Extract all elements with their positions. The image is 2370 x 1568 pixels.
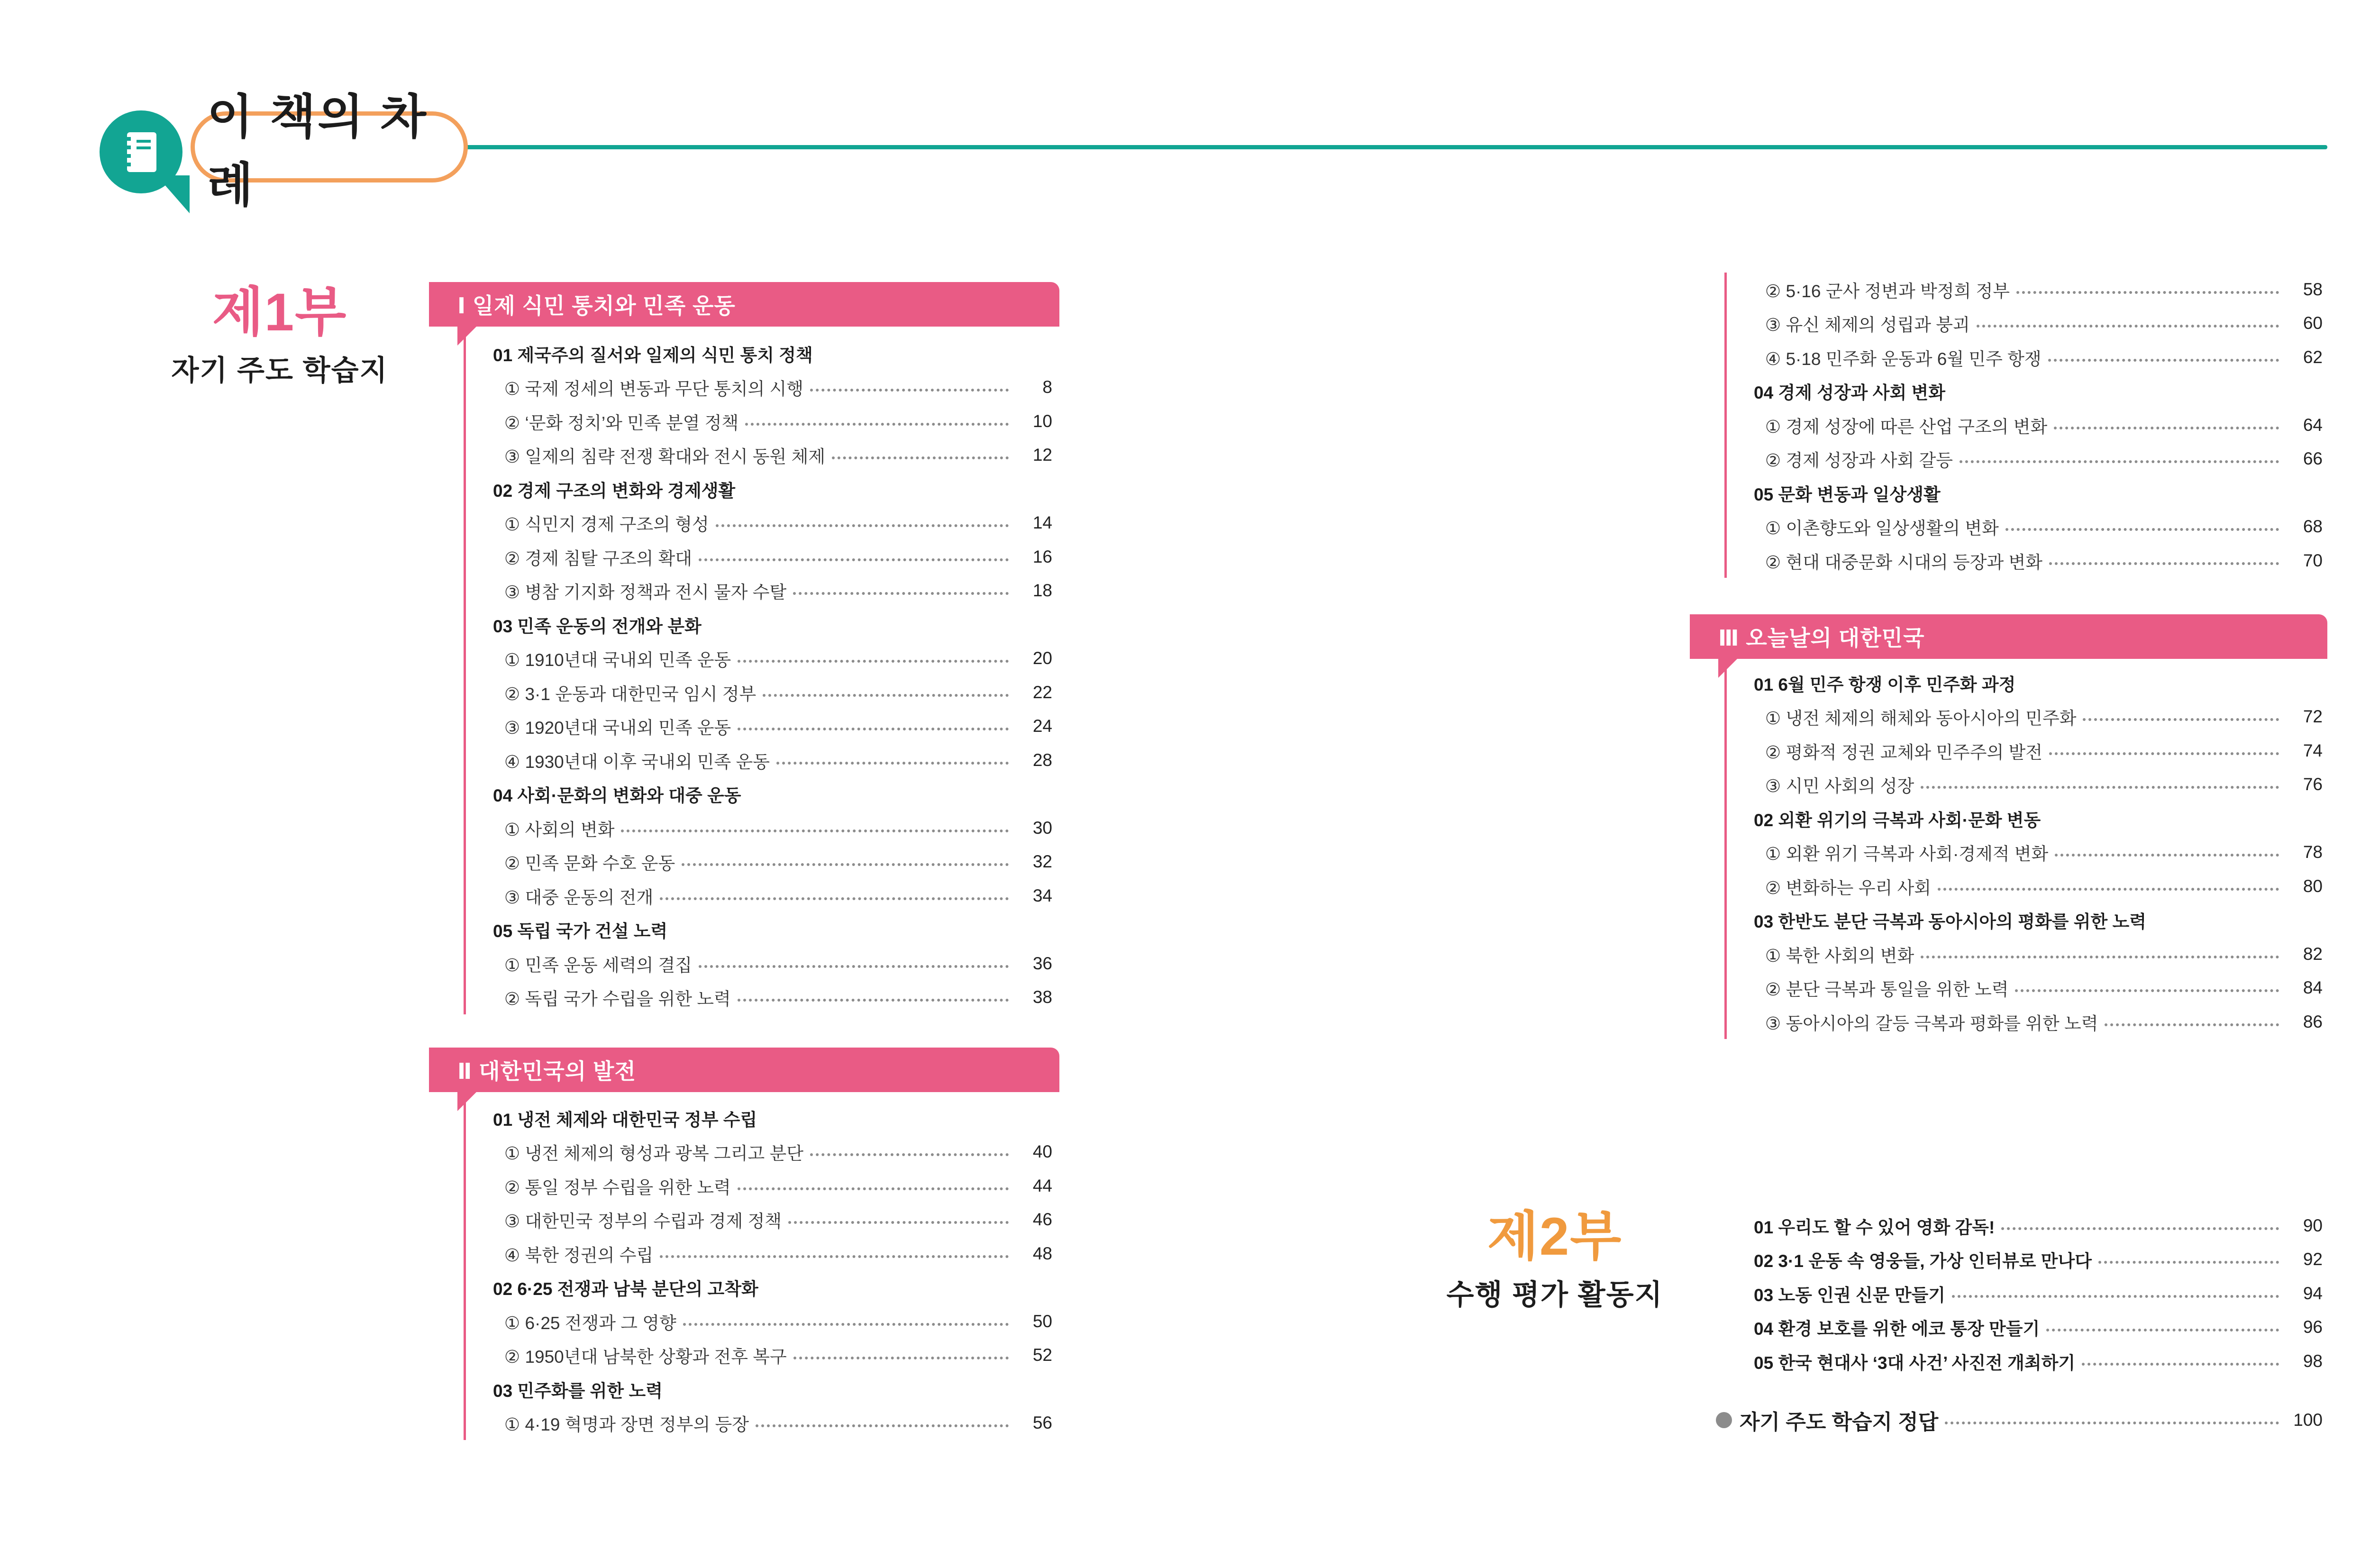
- leader-dots: [793, 590, 1009, 595]
- page-number: 96: [2303, 1317, 2323, 1337]
- toc-entry-row[interactable]: [1754, 544, 2323, 578]
- toc-entry-row[interactable]: [1754, 510, 2323, 544]
- toc-label: 04 환경 보호를 위한 에코 통장 만들기: [1754, 1319, 2040, 1339]
- leader-dots: [699, 556, 1009, 561]
- toc-entry-row[interactable]: [1754, 971, 2323, 1005]
- leader-dots: [793, 1355, 1009, 1359]
- toc-label: ④ 북한 정권의 수립: [504, 1245, 654, 1265]
- toc-heading-row[interactable]: [493, 777, 1052, 811]
- leader-dots: [738, 726, 1009, 730]
- leader-dots: [2048, 357, 2279, 362]
- leader-dots: [745, 421, 1009, 426]
- toc-heading-row[interactable]: [493, 913, 1052, 947]
- page-number: 38: [1032, 987, 1052, 1007]
- toc-heading-row[interactable]: [493, 337, 1052, 371]
- page-number: 86: [2303, 1012, 2323, 1031]
- toc-label: ① 식민지 경제 구조의 형성: [504, 515, 709, 535]
- leader-dots: [738, 658, 1009, 663]
- page-number: 52: [1032, 1345, 1052, 1365]
- toc-label: ① 민족 운동 세력의 결집: [504, 955, 692, 975]
- toc-label: 05 문화 변동과 일상생활: [1754, 484, 1941, 504]
- toc-entry-row[interactable]: [493, 981, 1052, 1015]
- toc-part2-list: [1754, 1209, 2323, 1378]
- leader-dots: [1977, 323, 2279, 328]
- toc-label: 01 6월 민주 항쟁 이후 민주화 과정: [1754, 675, 2016, 694]
- leader-dots: [660, 1253, 1009, 1258]
- page-number: 36: [1032, 953, 1052, 973]
- toc-entry-row[interactable]: [1754, 1005, 2323, 1039]
- toc-entry-row[interactable]: [493, 438, 1052, 473]
- page-number: 32: [1032, 852, 1052, 872]
- page-number: 70: [2303, 550, 2323, 570]
- toc-entry-row[interactable]: [493, 845, 1052, 879]
- page-number: 46: [1032, 1210, 1052, 1230]
- toc-label: ② 변화하는 우리 사회: [1765, 878, 1931, 898]
- page-number: 22: [1032, 682, 1052, 702]
- toc-entry-row[interactable]: [493, 743, 1052, 777]
- toc-label: 01 냉전 체제와 대한민국 정부 수립: [493, 1110, 757, 1130]
- toc-heading-row[interactable]: [493, 1271, 1052, 1305]
- toc-entry-row[interactable]: [493, 371, 1052, 405]
- toc-label: ② 독립 국가 수립을 위한 노력: [504, 989, 731, 1009]
- leader-dots: [2005, 526, 2279, 531]
- part1-title: 자기 주도 학습지: [171, 354, 388, 386]
- toc-heading-row[interactable]: [493, 472, 1052, 506]
- leader-dots: [810, 1151, 1009, 1156]
- page-number: 30: [1032, 818, 1052, 838]
- toc-label: ① 북한 사회의 변화: [1765, 946, 1914, 966]
- toc-label: ④ 5·18 민주화 운동과 6월 민주 항쟁: [1765, 349, 2042, 369]
- toc-label: ② 통일 정부 수립을 위한 노력: [504, 1177, 731, 1197]
- toc-label: ③ 유신 체제의 성립과 붕괴: [1765, 315, 1970, 335]
- toc-heading-row[interactable]: [1754, 1243, 2323, 1277]
- toc-label: ① 경제 성장에 따른 산업 구조의 변화: [1765, 417, 2048, 437]
- toc-label: 04 경제 성장과 사회 변화: [1754, 383, 1945, 403]
- toc-label: 05 독립 국가 건설 노력: [493, 921, 668, 941]
- toc-entry-row[interactable]: [493, 1135, 1052, 1169]
- toc-label: ② 5·16 군사 정변과 박정희 정부: [1765, 281, 2010, 301]
- toc-label: ① 냉전 체제의 형성과 광복 그리고 분단: [504, 1144, 803, 1164]
- leader-dots: [1921, 784, 2279, 789]
- leader-dots: [2016, 289, 2279, 294]
- leader-dots: [2001, 1225, 2279, 1230]
- section-banner-1: Ⅰ 일제 식민 통치와 민족 운동: [429, 282, 1059, 327]
- page-number: 90: [2303, 1215, 2323, 1235]
- toc-label: ③ 시민 사회의 성장: [1765, 776, 1914, 796]
- page-number: 10: [1032, 411, 1052, 431]
- toc-heading-row[interactable]: [1754, 1344, 2323, 1378]
- toc-entry-row[interactable]: [493, 710, 1052, 744]
- toc-rule: [464, 337, 466, 1014]
- toc-section-2: [493, 1101, 1052, 1440]
- page-number: 84: [2303, 978, 2323, 998]
- toc-label: ② 민족 문화 수호 운동: [504, 854, 675, 874]
- toc-rule: [1724, 273, 1727, 578]
- page-number: 82: [2303, 944, 2323, 964]
- toc-label: ② 분단 극복과 통일을 위한 노력: [1765, 980, 2009, 1000]
- toc-entry-row[interactable]: [493, 947, 1052, 981]
- page-number: 40: [1032, 1142, 1052, 1162]
- leader-dots: [832, 455, 1009, 459]
- toc-heading-row[interactable]: [493, 608, 1052, 642]
- page-number: 56: [1032, 1413, 1052, 1433]
- toc-entry-row[interactable]: [1754, 937, 2323, 971]
- page-number: 72: [2303, 707, 2323, 727]
- toc-label: ③ 병참 기지화 정책과 전시 물자 수탈: [504, 583, 787, 602]
- leader-dots: [2082, 1361, 2279, 1366]
- toc-entry-row[interactable]: [493, 642, 1052, 676]
- page-number: 66: [2303, 449, 2323, 469]
- page-title: 이 책의 차례: [207, 91, 428, 212]
- toc-heading-row[interactable]: [1754, 374, 2323, 409]
- leader-dots: [810, 387, 1009, 392]
- page-number: 94: [2303, 1283, 2323, 1303]
- toc-entry-row[interactable]: [1754, 734, 2323, 768]
- page-number: 14: [1032, 513, 1052, 533]
- page-number: 76: [2303, 775, 2323, 794]
- toc-label: 03 노동 인권 신문 만들기: [1754, 1285, 1945, 1305]
- toc-label: ② 경제 성장과 사회 갈등: [1765, 451, 1953, 471]
- page-number: 24: [1032, 716, 1052, 736]
- page-number: 78: [2303, 842, 2323, 862]
- leader-dots: [2098, 1259, 2279, 1264]
- section-banner-2: Ⅱ 대한민국의 발전: [429, 1048, 1059, 1092]
- toc-entry-row[interactable]: [493, 540, 1052, 574]
- part2-title: 수행 평가 활동지: [1446, 1278, 1663, 1311]
- toc-rule: [464, 1101, 466, 1440]
- leader-dots: [788, 1219, 1009, 1224]
- toc-heading-row[interactable]: [1754, 1209, 2323, 1243]
- leader-dots: [2055, 852, 2279, 857]
- toc-label: ① 국제 정세의 변동과 무단 통치의 시행: [504, 379, 803, 399]
- toc-entry-row[interactable]: [1754, 768, 2323, 802]
- toc-label: ② 평화적 정권 교체와 민주주의 발전: [1765, 742, 2042, 762]
- toc-label: ② 경제 침탈 구조의 확대: [504, 548, 692, 568]
- part1-label: [161, 284, 398, 389]
- leader-dots: [683, 1321, 1009, 1326]
- page-number: 18: [1032, 581, 1052, 601]
- toc-heading-row[interactable]: [1754, 903, 2323, 938]
- toc-heading-row[interactable]: [1754, 1276, 2323, 1311]
- page-number: 92: [2303, 1249, 2323, 1269]
- toc-label: ① 외환 위기 극복과 사회·경제적 변화: [1765, 844, 2049, 864]
- toc-heading-row[interactable]: [1754, 476, 2323, 510]
- toc-entry-row[interactable]: [493, 574, 1052, 608]
- page-number: 80: [2303, 876, 2323, 896]
- leader-dots: [682, 861, 1009, 866]
- page-number: 44: [1032, 1176, 1052, 1195]
- page-number: 16: [1032, 547, 1052, 566]
- toc-entry-row[interactable]: [1754, 408, 2323, 442]
- toc-section-3: [1754, 666, 2323, 1039]
- toc-label: ③ 대한민국 정부의 수립과 경제 정책: [504, 1212, 782, 1231]
- answer-key-entry[interactable]: [1716, 1403, 2323, 1437]
- toc-label: ② ‘문화 정치’와 민족 분열 정책: [504, 413, 739, 433]
- leader-dots: [2046, 1327, 2279, 1331]
- toc-label: ② 현대 대중문화 시대의 등장과 변화: [1765, 552, 2042, 572]
- toc-label: 03 민주화를 위한 노력: [493, 1381, 663, 1401]
- leader-dots: [2054, 425, 2279, 429]
- toc-entry-row[interactable]: [493, 811, 1052, 845]
- page-number: 98: [2303, 1351, 2323, 1371]
- section-banner-3: Ⅲ 오늘날의 대한민국: [1690, 614, 2327, 659]
- page-title-pill: [191, 91, 468, 212]
- leader-dots: [2049, 750, 2279, 755]
- leader-dots: [1938, 886, 2279, 891]
- toc-label: 02 3·1 운동 속 영웅들, 가상 인터뷰로 만나다: [1754, 1251, 2092, 1271]
- part2-label: [1417, 1209, 1692, 1313]
- toc-label: ③ 대중 운동의 전개: [504, 887, 654, 907]
- toc-label: 02 경제 구조의 변화와 경제생활: [493, 481, 736, 501]
- leader-dots: [756, 1422, 1009, 1427]
- toc-label: 01 제국주의 질서와 일제의 식민 통치 정책: [493, 345, 813, 365]
- toc-label: 05 한국 현대사 ‘3대 사건’ 사진전 개최하기: [1754, 1353, 2076, 1373]
- leader-dots: [763, 692, 1009, 697]
- toc-label: ③ 1920년대 국내외 민족 운동: [504, 718, 731, 738]
- leader-dots: [1945, 1420, 2279, 1424]
- toc-label: 02 6·25 전쟁과 남북 분단의 고착화: [493, 1279, 758, 1299]
- page-number: 28: [1032, 750, 1052, 770]
- toc-label: ① 4·19 혁명과 장면 정부의 등장: [504, 1415, 749, 1435]
- page-number: 60: [2303, 313, 2323, 333]
- toc-entry-row[interactable]: [493, 1339, 1052, 1373]
- toc-label: ① 1910년대 국내외 민족 운동: [504, 650, 731, 670]
- page-number: 12: [1032, 445, 1052, 465]
- toc-entry-row[interactable]: [1754, 340, 2323, 374]
- bullet-icon: [1716, 1412, 1732, 1428]
- page-number: 64: [2303, 415, 2323, 435]
- toc-heading-row[interactable]: [1754, 1311, 2323, 1345]
- toc-label: ① 사회의 변화: [504, 820, 615, 839]
- toc-label: 01 우리도 할 수 있어 영화 감독!: [1754, 1217, 1995, 1237]
- page-number: 34: [1032, 885, 1052, 905]
- toc-label: ② 1950년대 남북한 상황과 전후 복구: [504, 1347, 787, 1367]
- leader-dots: [738, 1185, 1009, 1190]
- toc-label: 03 한반도 분단 극복과 동아시아의 평화를 위한 노력: [1754, 912, 2146, 932]
- leader-dots: [1921, 954, 2279, 958]
- leader-dots: [660, 895, 1009, 900]
- answer-key-label: 자기 주도 학습지 정답: [1740, 1410, 1939, 1434]
- toc-entry-row[interactable]: [493, 1406, 1052, 1440]
- toc-entry-row[interactable]: [1754, 307, 2323, 341]
- leader-dots: [2049, 560, 2279, 565]
- toc-label: ① 6·25 전쟁과 그 영향: [504, 1313, 676, 1333]
- leader-dots: [1960, 458, 2279, 463]
- leader-dots: [699, 963, 1009, 968]
- toc-label: ① 냉전 체제의 해체와 동아시아의 민주화: [1765, 709, 2077, 729]
- toc-entry-row[interactable]: [493, 675, 1052, 710]
- toc-label: ① 이촌향도와 일상생활의 변화: [1765, 519, 1999, 538]
- page-number: 20: [1032, 648, 1052, 668]
- page-number: 58: [2303, 279, 2323, 299]
- page-number: 100: [2293, 1410, 2323, 1430]
- page-number: 62: [2303, 347, 2323, 367]
- toc-heading-row[interactable]: [493, 1372, 1052, 1406]
- leader-dots: [738, 997, 1009, 1002]
- toc-rule: [1724, 666, 1727, 1039]
- toc-entry-row[interactable]: [493, 506, 1052, 540]
- toc-heading-row[interactable]: [1754, 666, 2323, 700]
- toc-label: ② 3·1 운동과 대한민국 임시 정부: [504, 684, 757, 704]
- page-number: 50: [1032, 1311, 1052, 1331]
- toc-entry-row[interactable]: [493, 1203, 1052, 1237]
- leader-dots: [776, 760, 1009, 765]
- toc-section-2-cont: [1754, 273, 2323, 578]
- toc-entry-row[interactable]: [1754, 442, 2323, 476]
- toc-heading-row[interactable]: [493, 1101, 1052, 1135]
- toc-entry-row[interactable]: [1754, 869, 2323, 903]
- toc-section-1: [493, 337, 1052, 1014]
- toc-entry-row[interactable]: [493, 1169, 1052, 1203]
- toc-heading-row[interactable]: [1754, 802, 2323, 836]
- leader-dots: [1952, 1293, 2279, 1298]
- leader-dots: [2083, 716, 2279, 721]
- leader-dots: [716, 522, 1009, 527]
- page-number: 8: [1042, 377, 1052, 397]
- toc-entry-row[interactable]: [493, 1237, 1052, 1271]
- toc-entry-row[interactable]: [493, 1304, 1052, 1339]
- toc-label: 04 사회·문화의 변화와 대중 운동: [493, 786, 741, 806]
- toc-label: 02 외환 위기의 극복과 사회·문화 변동: [1754, 810, 2041, 830]
- toc-entry-row[interactable]: [1754, 836, 2323, 870]
- part2-number: 제2부: [1487, 1207, 1623, 1266]
- toc-label: ④ 1930년대 이후 국내외 민족 운동: [504, 752, 770, 772]
- header-rule: [427, 145, 2327, 149]
- toc-label: ③ 동아시아의 갈등 극복과 평화를 위한 노력: [1765, 1013, 2098, 1033]
- leader-dots: [2015, 987, 2279, 992]
- part1-number: 제1부: [212, 283, 347, 342]
- leader-dots: [621, 828, 1009, 832]
- toc-label: 03 민족 운동의 전개와 분화: [493, 616, 702, 636]
- toc-entry-row[interactable]: [1754, 700, 2323, 734]
- page-number: 74: [2303, 740, 2323, 760]
- page-number: 48: [1032, 1243, 1052, 1263]
- toc-entry-row[interactable]: [1754, 273, 2323, 307]
- toc-entry-row[interactable]: [493, 879, 1052, 913]
- leader-dots: [2105, 1021, 2279, 1026]
- notebook-icon: [100, 110, 182, 193]
- page-number: 68: [2303, 517, 2323, 537]
- toc-entry-row[interactable]: [493, 404, 1052, 438]
- toc-label: ③ 일제의 침략 전쟁 확대와 전시 동원 체제: [504, 447, 825, 467]
- answer-key-row[interactable]: [1716, 1403, 2323, 1437]
